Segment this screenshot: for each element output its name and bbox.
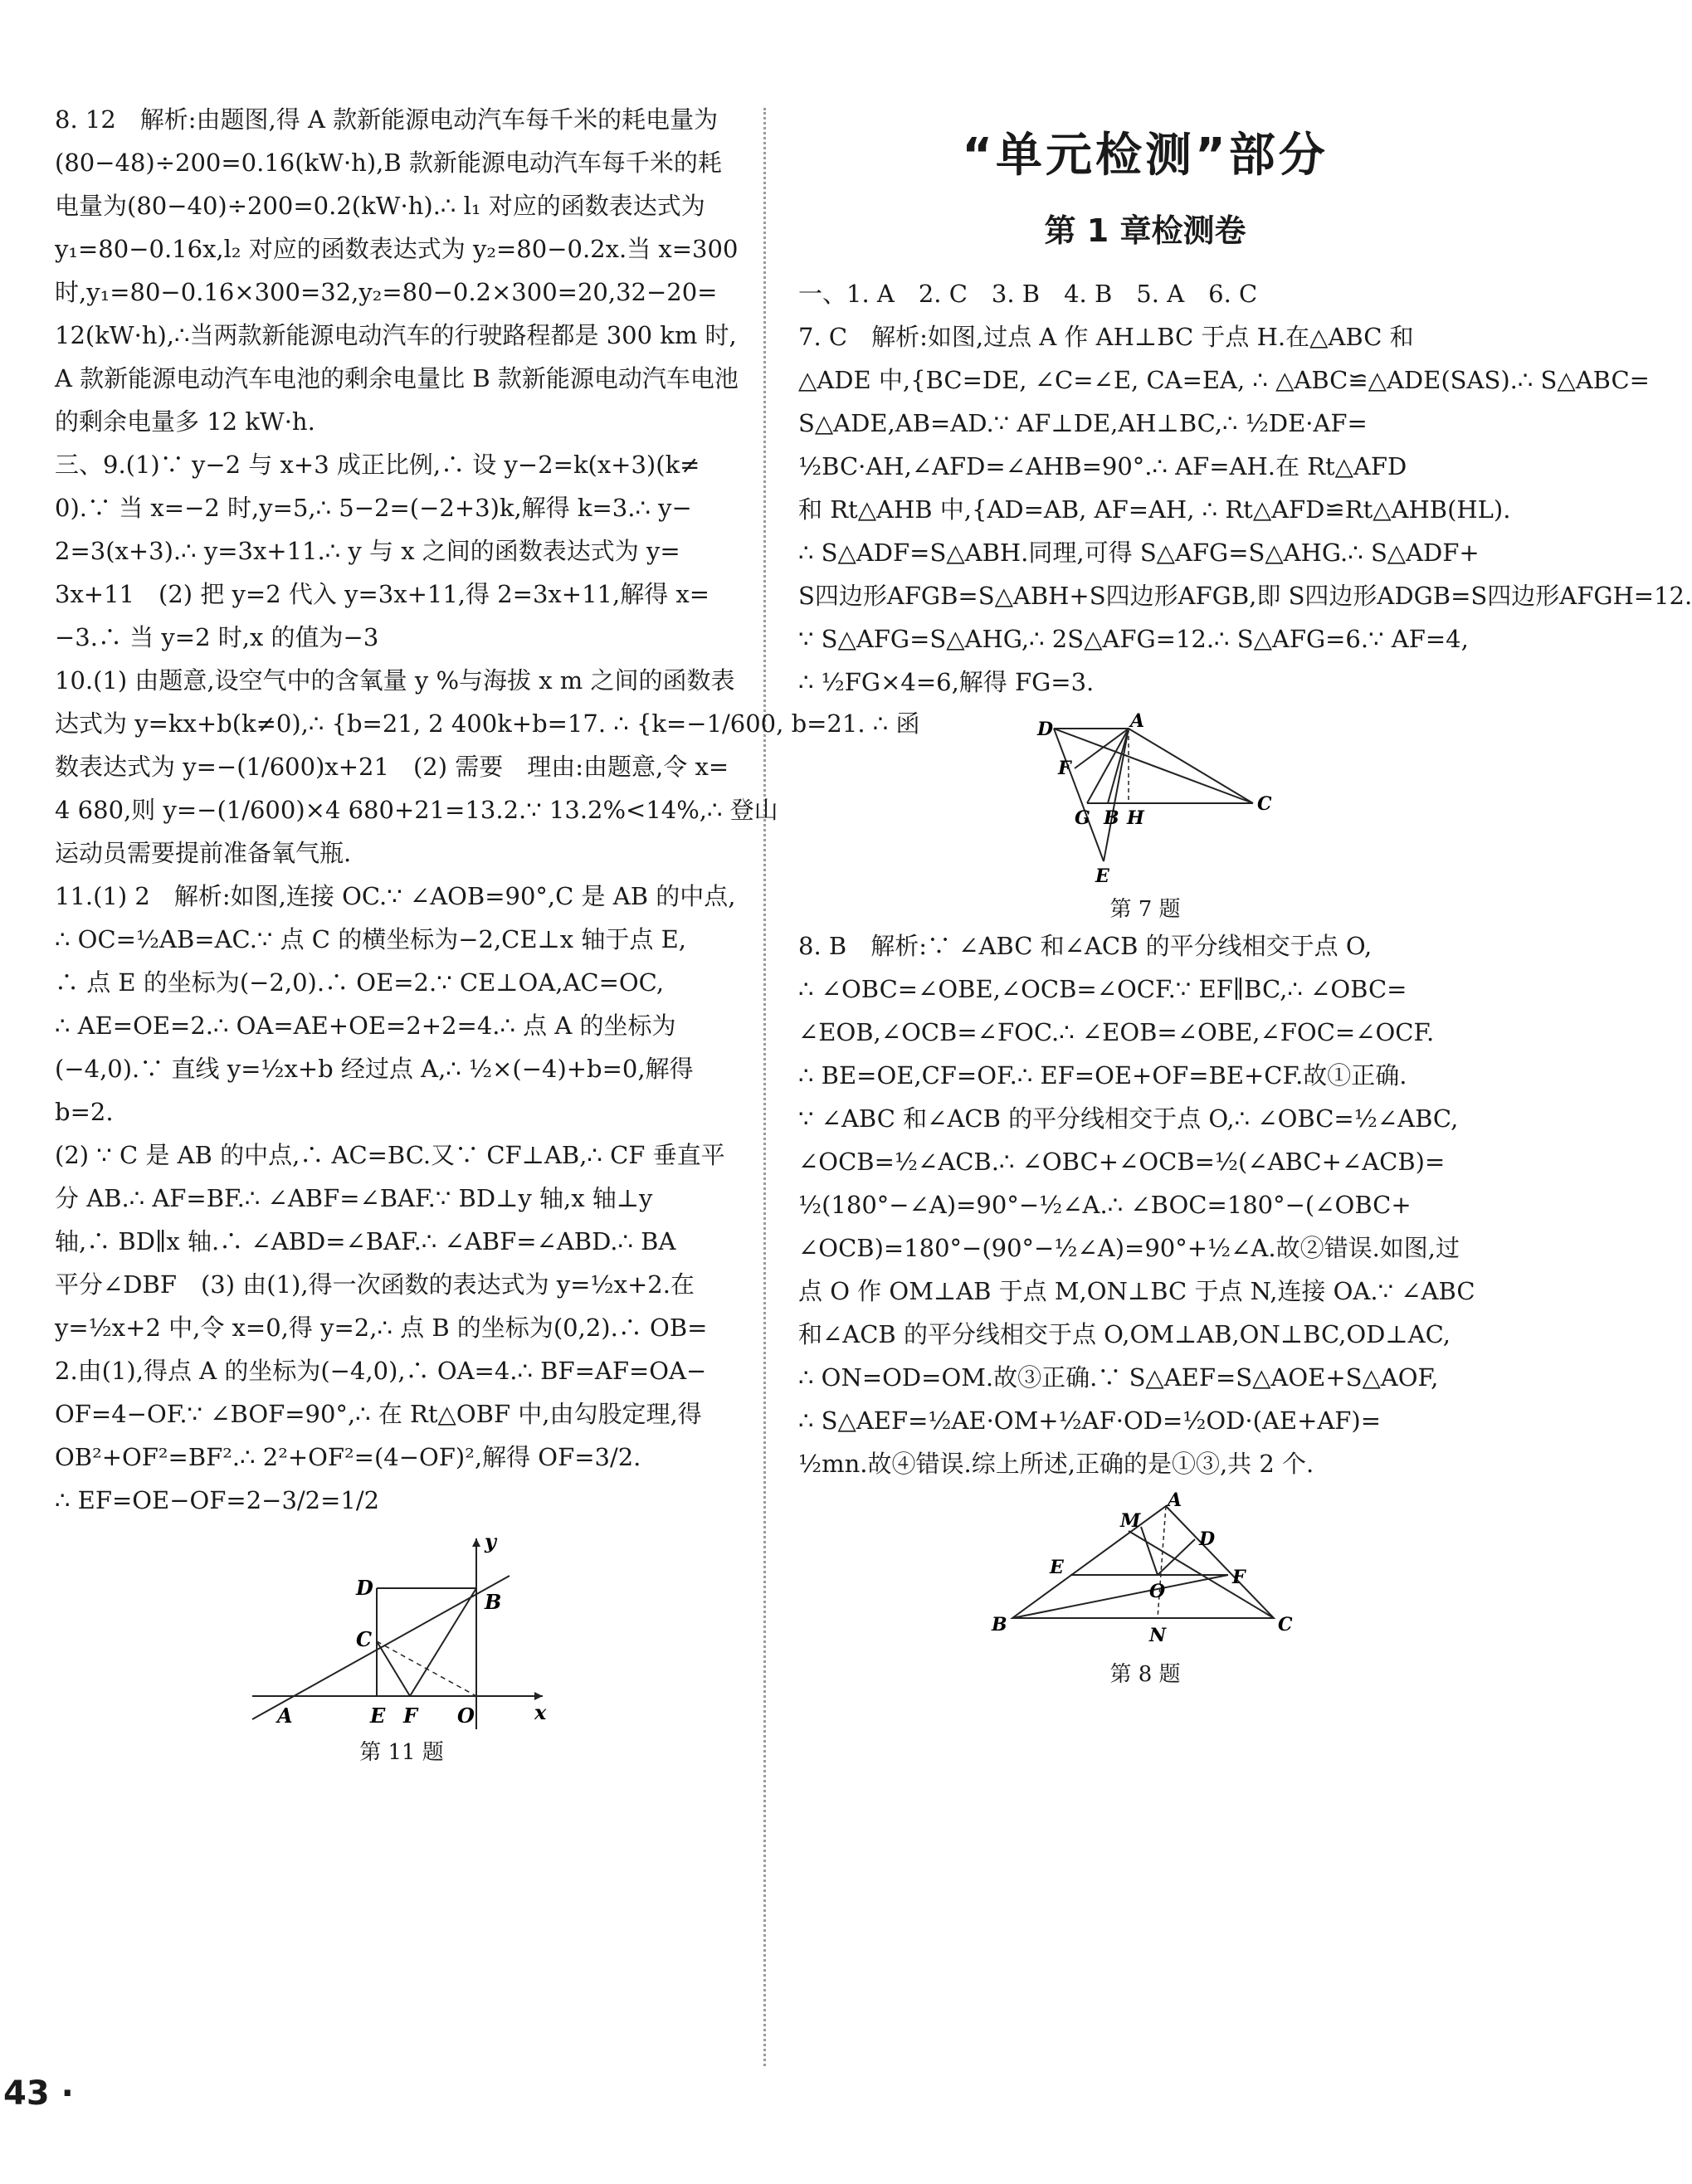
text-line: 数表达式为 y=−(1/600)x+21 (2) 需要 理由:由题意,令 x=	[55, 753, 729, 781]
figure-11-caption: 第 11 题	[359, 1740, 444, 1765]
text-line: 0).∵ 当 x=−2 时,y=5,∴ 5−2=(−2+3)k,解得 k=3.∴ y−	[55, 494, 692, 522]
label-c: C	[1278, 1614, 1293, 1636]
label-d: D	[356, 1576, 373, 1600]
y-axis-arrow	[472, 1538, 480, 1547]
label-y: y	[485, 1529, 496, 1553]
label-b: B	[1104, 807, 1119, 829]
label-a: A	[1168, 1489, 1182, 1511]
text-line: 8. B 解析:∵ ∠ABC 和∠ACB 的平分线相交于点 O,	[798, 932, 1373, 960]
text-line: 平分∠DBF (3) 由(1),得一次函数的表达式为 y=½x+2.在	[55, 1270, 695, 1299]
text-line: ∠EOB,∠OCB=∠FOC.∴ ∠EOB=∠OBE,∠FOC=∠OCF.	[798, 1018, 1435, 1046]
section-title: “单元检测”部分	[962, 129, 1329, 183]
label-a: A	[277, 1704, 293, 1728]
label-o: O	[1149, 1581, 1166, 1602]
text-line: 11.(1) 2 解析:如图,连接 OC.∵ ∠AOB=90°,C 是 AB 的中点,	[55, 882, 736, 910]
column-divider	[763, 108, 766, 2066]
label-b: B	[485, 1590, 502, 1614]
text-line: ½BC·AH,∠AFD=∠AHB=90°.∴ AF=AH.在 Rt△AFD	[798, 452, 1407, 480]
text-line: 7. C 解析:如图,过点 A 作 AH⊥BC 于点 H.在△ABC 和	[798, 323, 1414, 351]
text-line: 10.(1) 由题意,设空气中的含氧量 y %与海拔 x m 之间的函数表	[55, 666, 735, 695]
label-e: E	[1095, 865, 1109, 887]
label-x: x	[534, 1700, 547, 1724]
figure-8	[987, 1489, 1303, 1660]
right-text-block-a	[798, 272, 1692, 704]
text-line: OB²+OF²=BF².∴ 2²+OF²=(4−OF)²,解得 OF=3/2.	[55, 1443, 641, 1471]
text-line: 8. 12 解析:由题图,得 A 款新能源电动汽车每千米的耗电量为	[55, 105, 719, 134]
text-line: y₁=80−0.16x,l₂ 对应的函数表达式为 y₂=80−0.2x.当 x=300	[55, 235, 739, 263]
text-line: 和∠ACB 的平分线相交于点 O,OM⊥AB,ON⊥BC,OD⊥AC,	[798, 1320, 1451, 1348]
left-text-block	[55, 98, 920, 1522]
label-d: D	[1199, 1528, 1216, 1550]
page-number: 43 ·	[3, 2074, 74, 2113]
text-line: S四边形AFGB=S△ABH+S四边形AFGB,即 S四边形ADGB=S四边形AFGH=12.	[798, 582, 1692, 610]
text-line: ∴ ON=OD=OM.故③正确.∵ S△AEF=S△AOE+S△AOF,	[798, 1363, 1439, 1392]
text-line: 一、1. A 2. C 3. B 4. B 5. A 6. C	[798, 280, 1258, 308]
text-line: ½(180°−∠A)=90°−½∠A.∴ ∠BOC=180°−(∠OBC+	[798, 1191, 1412, 1219]
text-line: 电量为(80−40)÷200=0.2(kW·h).∴ l₁ 对应的函数表达式为	[55, 192, 705, 220]
text-line: b=2.	[55, 1098, 114, 1126]
text-line: ∵ ∠ABC 和∠ACB 的平分线相交于点 O,∴ ∠OBC=½∠ABC,	[798, 1104, 1459, 1133]
text-line: 分 AB.∴ AF=BF.∴ ∠ABF=∠BAF.∵ BD⊥y 轴,x 轴⊥y	[55, 1184, 653, 1212]
segment-af	[1075, 729, 1129, 768]
x-axis-arrow	[534, 1692, 543, 1700]
chapter-title: 第 1 章检测卷	[1044, 212, 1246, 249]
text-line: 和 Rt△AHB 中,{AD=AB, AF=AH, ∴ Rt△AFD≌Rt△AHB(HL).	[798, 495, 1511, 524]
triangle-dac	[1054, 729, 1253, 803]
text-line: ∴ 点 E 的坐标为(−2,0).∴ OE=2.∵ CE⊥OA,AC=OC,	[55, 968, 665, 997]
text-line: ∴ S△AEF=½AE·OM+½AF·OD=½OD·(AE+AF)=	[798, 1406, 1382, 1435]
text-line: y=½x+2 中,令 x=0,得 y=2,∴ 点 B 的坐标为(0,2).∴ OB=	[55, 1314, 708, 1342]
text-line: ∴ OC=½AB=AC.∵ 点 C 的横坐标为−2,CE⊥x 轴于点 E,	[55, 925, 686, 953]
text-line: ∴ BE=OE,CF=OF.∴ EF=OE+OF=BE+CF.故①正确.	[798, 1061, 1407, 1090]
text-line: (80−48)÷200=0.16(kW·h),B 款新能源电动汽车每千米的耗	[55, 149, 722, 177]
text-line: ∵ S△AFG=S△AHG,∴ 2S△AFG=12.∴ S△AFG=6.∵ AF=4,	[798, 625, 1469, 653]
segment-ab	[1108, 729, 1129, 803]
label-e: E	[1050, 1557, 1064, 1578]
label-e: E	[370, 1704, 386, 1728]
label-d: D	[1037, 719, 1054, 740]
text-line: 时,y₁=80−0.16×300=32,y₂=80−0.2×300=20,32−20=	[55, 278, 718, 306]
label-f: F	[1232, 1567, 1246, 1588]
right-column	[798, 98, 1692, 1689]
text-line: A 款新能源电动汽车电池的剩余电量比 B 款新能源电动汽车电池	[55, 364, 739, 392]
label-n: N	[1149, 1625, 1167, 1646]
text-line: ∴ AE=OE=2.∴ OA=AE+OE=2+2=4.∴ 点 A 的坐标为	[55, 1012, 676, 1040]
text-line: 三、9.(1)∵ y−2 与 x+3 成正比例,∴ 设 y−2=k(x+3)(k≠	[55, 451, 700, 479]
text-line: (−4,0).∵ 直线 y=½x+b 经过点 A,∴ ½×(−4)+b=0,解得	[55, 1055, 694, 1083]
figure-7-caption: 第 7 题	[1109, 897, 1181, 922]
label-h: H	[1127, 807, 1144, 829]
figure-8-caption: 第 8 题	[1109, 1662, 1181, 1687]
text-line: 的剩余电量多 12 kW·h.	[55, 407, 315, 436]
text-line: ∴ ∠OBC=∠OBE,∠OCB=∠OCF.∵ EF∥BC,∴ ∠OBC=	[798, 975, 1407, 1003]
text-line: ½mn.故④错误.综上所述,正确的是①③,共 2 个.	[798, 1450, 1314, 1478]
text-line: ∴ EF=OE−OF=2−3/2=1/2	[55, 1486, 380, 1514]
segment-cf	[377, 1641, 410, 1696]
segment-om	[1141, 1527, 1158, 1575]
segment-bf	[410, 1588, 476, 1696]
text-line: OF=4−OF.∵ ∠BOF=90°,∴ 在 Rt△OBF 中,由勾股定理,得	[55, 1400, 702, 1428]
label-c: C	[356, 1627, 373, 1651]
left-column	[55, 98, 920, 1767]
segment-bo	[1012, 1575, 1228, 1618]
text-line: −3.∴ 当 y=2 时,x 的值为−3	[55, 623, 379, 651]
figure-11	[244, 1530, 559, 1738]
label-c: C	[1257, 793, 1272, 815]
label-g: G	[1075, 807, 1090, 829]
text-line: (2) ∵ C 是 AB 的中点,∴ AC=BC.又∵ CF⊥AB,∴ CF 垂直平	[55, 1141, 725, 1169]
text-line: △ADE 中,{BC=DE, ∠C=∠E, CA=EA, ∴ △ABC≌△ADE(SAS).∴ S△ABC=	[798, 366, 1650, 394]
text-line: 4 680,则 y=−(1/600)×4 680+21=13.2.∵ 13.2%<14%,∴ 登山	[55, 796, 778, 824]
text-line: 运动员需要提前准备氧气瓶.	[55, 839, 352, 867]
figure-7	[1012, 712, 1278, 895]
text-line: 轴,∴ BD∥x 轴.∴ ∠ABD=∠BAF.∴ ∠ABF=∠ABD.∴ BA	[55, 1227, 676, 1255]
label-f: F	[403, 1704, 418, 1728]
right-text-block-b	[798, 924, 1492, 1485]
label-a: A	[1130, 710, 1145, 732]
text-line: 点 O 作 OM⊥AB 于点 M,ON⊥BC 于点 N,连接 OA.∵ ∠ABC	[798, 1277, 1475, 1305]
text-line: 2=3(x+3).∴ y=3x+11.∴ y 与 x 之间的函数表达式为 y=	[55, 537, 680, 565]
text-line: 达式为 y=kx+b(k≠0),∴ {b=21, 2 400k+b=17. ∴ {k=−1/600, b=21. ∴ 函	[55, 709, 920, 738]
label-f: F	[1058, 758, 1071, 779]
text-line: ∴ S△ADF=S△ABH.同理,可得 S△AFG=S△AHG.∴ S△ADF+	[798, 539, 1480, 567]
text-line: ∠OCB=½∠ACB.∴ ∠OBC+∠OCB=½(∠ABC+∠ACB)=	[798, 1148, 1446, 1176]
text-line: ∠OCB)=180°−(90°−½∠A)=90°+½∠A.故②错误.如图,过	[798, 1234, 1460, 1262]
text-line: ∴ ½FG×4=6,解得 FG=3.	[798, 668, 1095, 696]
text-line: 12(kW·h),∴当两款新能源电动汽车的行驶路程都是 300 km 时,	[55, 321, 737, 349]
text-line: 2.由(1),得点 A 的坐标为(−4,0),∴ OA=4.∴ BF=AF=OA−	[55, 1357, 707, 1385]
text-line: 3x+11 (2) 把 y=2 代入 y=3x+11,得 2=3x+11,解得 x=	[55, 580, 710, 608]
label-o: O	[457, 1704, 475, 1728]
label-m: M	[1120, 1510, 1141, 1532]
segment-de	[1054, 729, 1104, 861]
text-line: S△ADE,AB=AD.∵ AF⊥DE,AH⊥BC,∴ ½DE·AF=	[798, 409, 1368, 437]
label-b: B	[992, 1614, 1007, 1636]
